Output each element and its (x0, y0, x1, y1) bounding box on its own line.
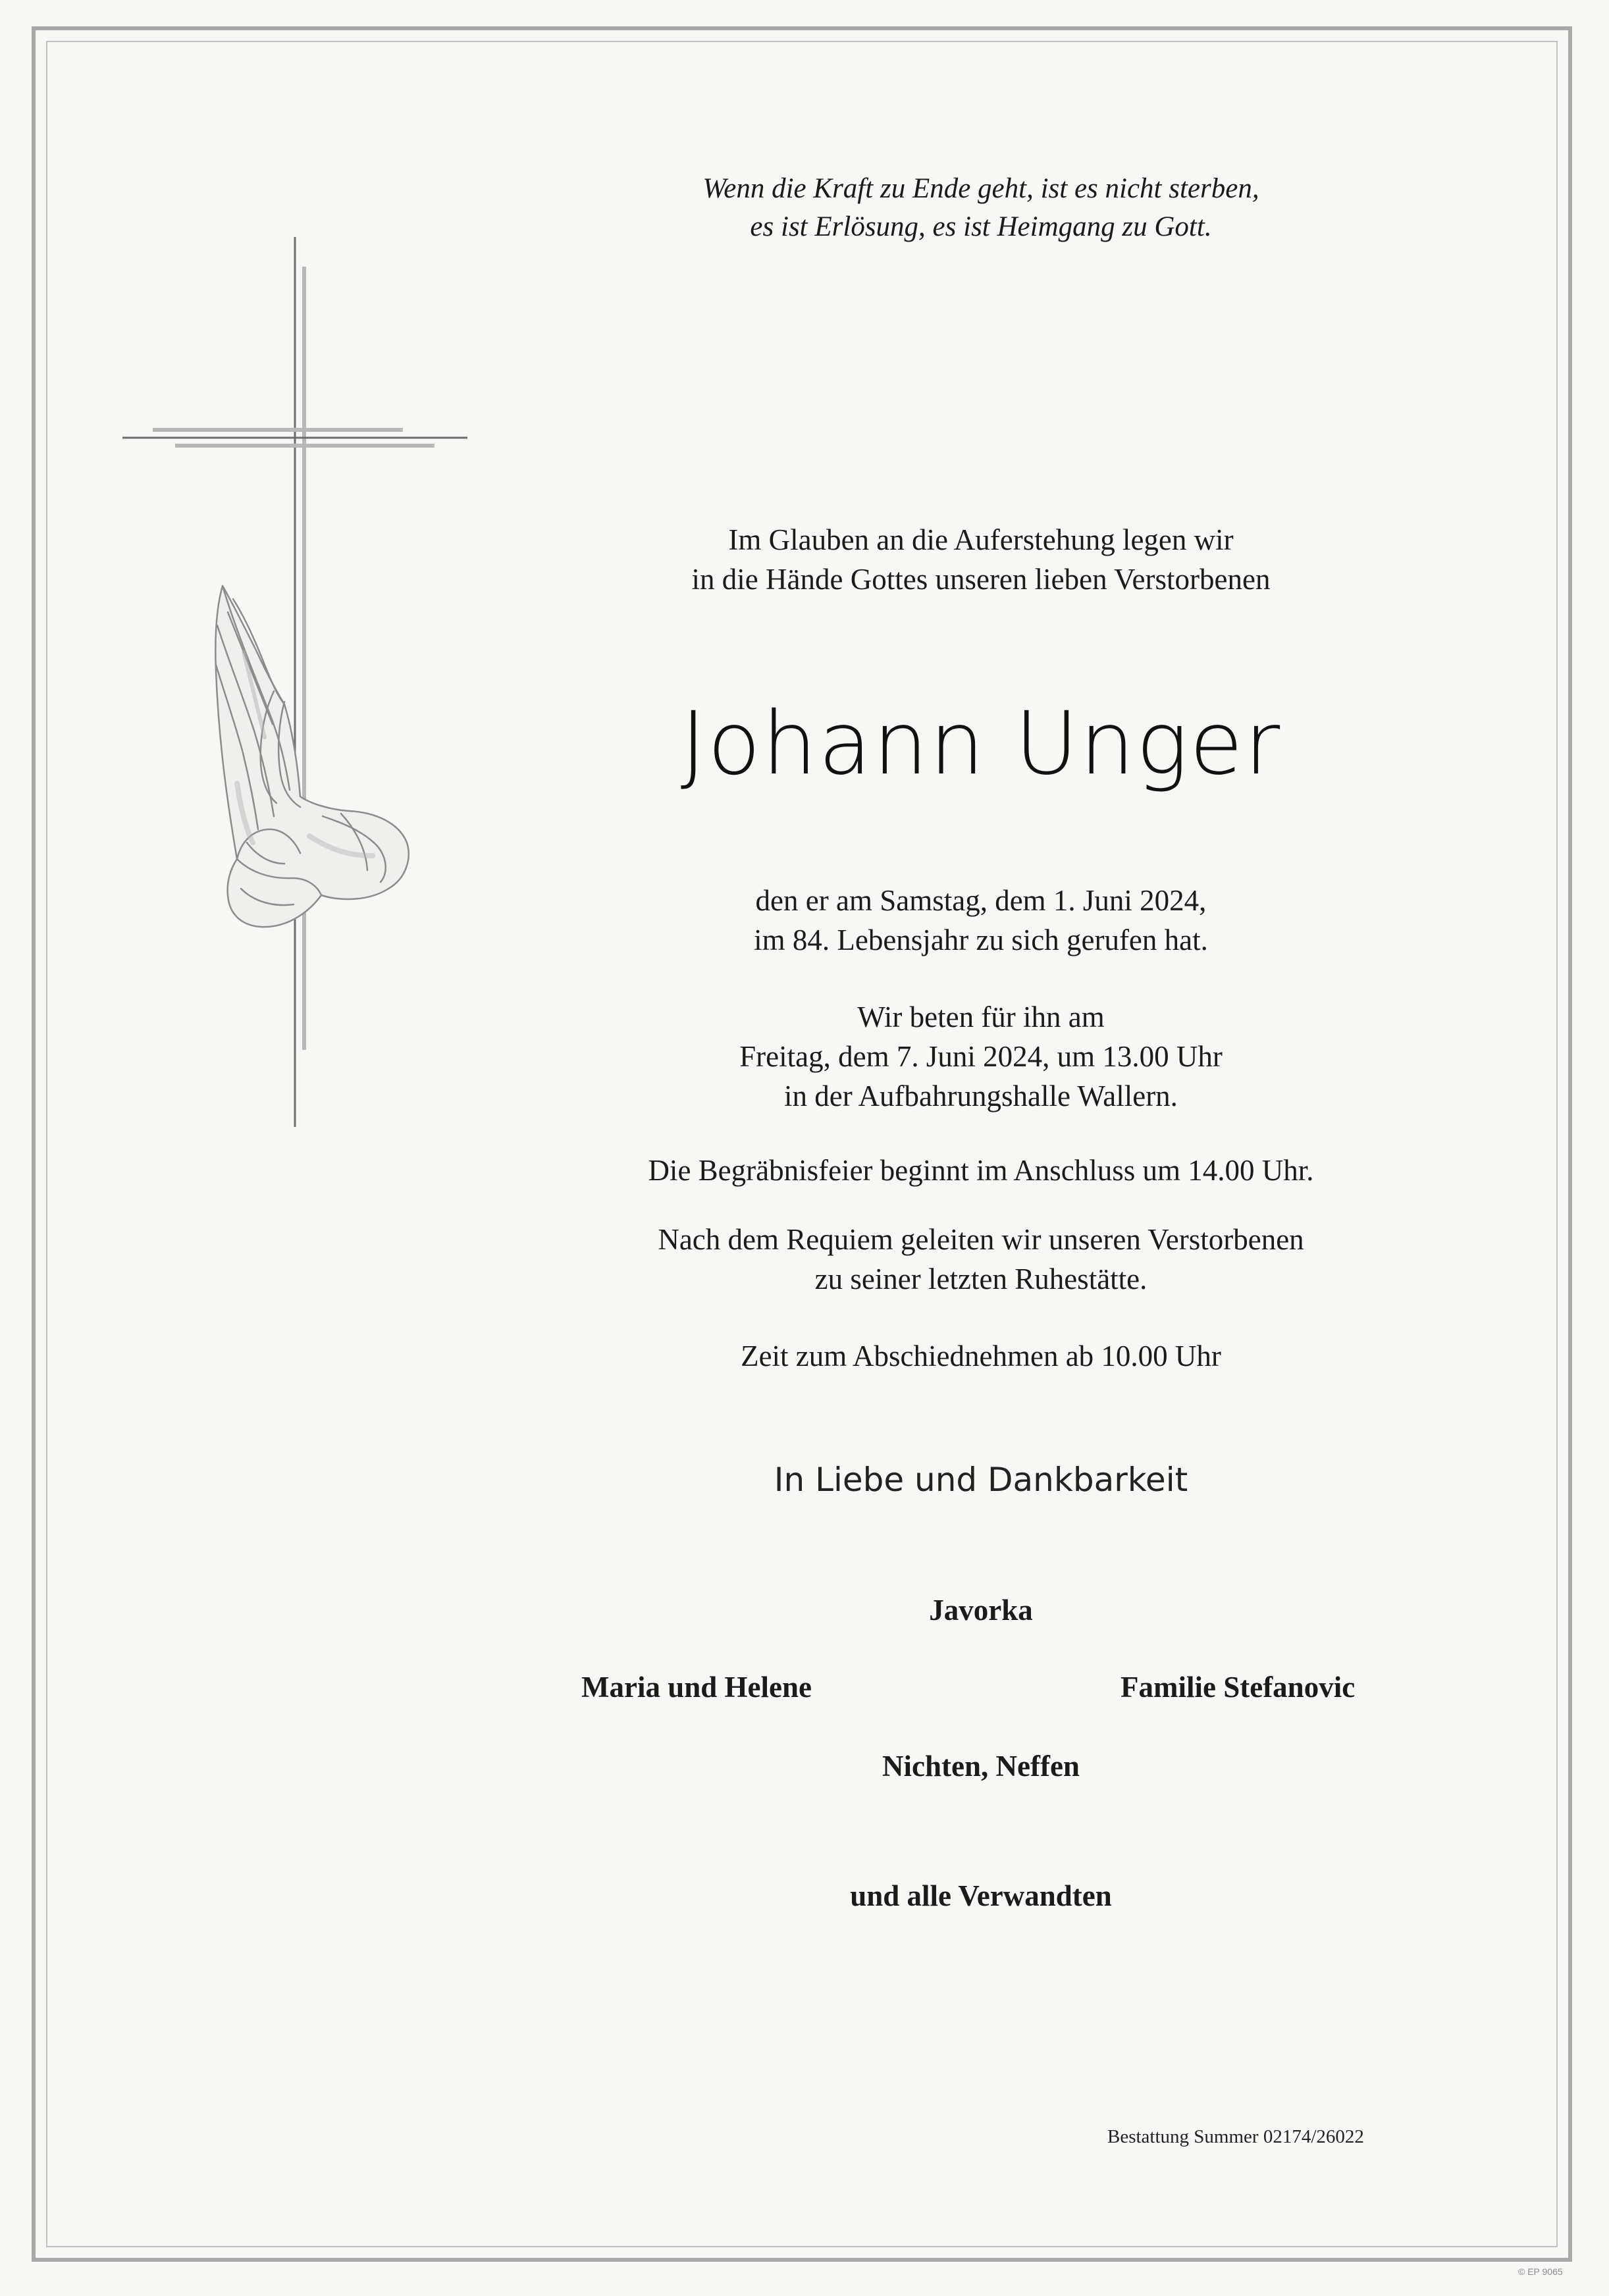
mourner-javorka: Javorka (929, 1594, 1033, 1627)
intro-line-2: in die Hände Gottes unseren lieben Verstorbenen (691, 563, 1271, 596)
prayer-line-1: Wir beten für ihn am (857, 1001, 1105, 1033)
prayer-notice (527, 997, 1435, 1116)
funeral-line: Die Begräbnisfeier beginnt im Anschluss um 14.00 Uhr. (648, 1154, 1314, 1187)
requiem-notice (527, 1220, 1435, 1299)
motto-line-1: Wenn die Kraft zu Ende geht, ist es nicht sterben, (702, 173, 1259, 204)
cross-with-praying-hands-emblem (112, 230, 481, 1139)
motto-line-2: es ist Erlösung, es ist Heimgang zu Gott. (750, 211, 1212, 242)
requiem-line-1: Nach dem Requiem geleiten wir unseren Verstorbenen (658, 1223, 1304, 1256)
farewell-line: Zeit zum Abschiednehmen ab 10.00 Uhr (741, 1340, 1221, 1372)
requiem-line-2: zu seiner letzten Ruhestätte. (814, 1263, 1147, 1295)
mourner-familie-stefanovic: Familie Stefanovic (1121, 1671, 1356, 1704)
motto-verse (527, 170, 1435, 246)
intro-text (527, 520, 1435, 599)
funeral-notice (527, 1151, 1435, 1190)
mourner-alle-verwandten: und alle Verwandten (850, 1879, 1112, 1912)
cross-icon (122, 237, 467, 1127)
closing-phrase: In Liebe und Dankbarkeit (774, 1461, 1188, 1499)
deceased-name: Johann Unger (680, 693, 1282, 795)
farewell-notice (527, 1336, 1435, 1376)
praying-hands-icon (215, 586, 408, 927)
death-notice (527, 881, 1435, 960)
prayer-line-3: in der Aufbahrungshalle Wallern. (784, 1080, 1178, 1112)
mourner-maria-helene: Maria und Helene (581, 1671, 812, 1704)
death-notice-line-2: im 84. Lebensjahr zu sich gerufen hat. (754, 924, 1208, 956)
intro-line-1: Im Glauben an die Auferstehung legen wir (728, 523, 1234, 556)
mourner-nichten-neffen: Nichten, Neffen (882, 1750, 1080, 1783)
print-code: © EP 9065 (1518, 2266, 1563, 2277)
prayer-line-2: Freitag, dem 7. Juni 2024, um 13.00 Uhr (739, 1040, 1223, 1073)
death-notice-line-1: den er am Samstag, dem 1. Juni 2024, (755, 884, 1207, 917)
undertaker-contact: Bestattung Summer 02174/26022 (1107, 2126, 1364, 2147)
